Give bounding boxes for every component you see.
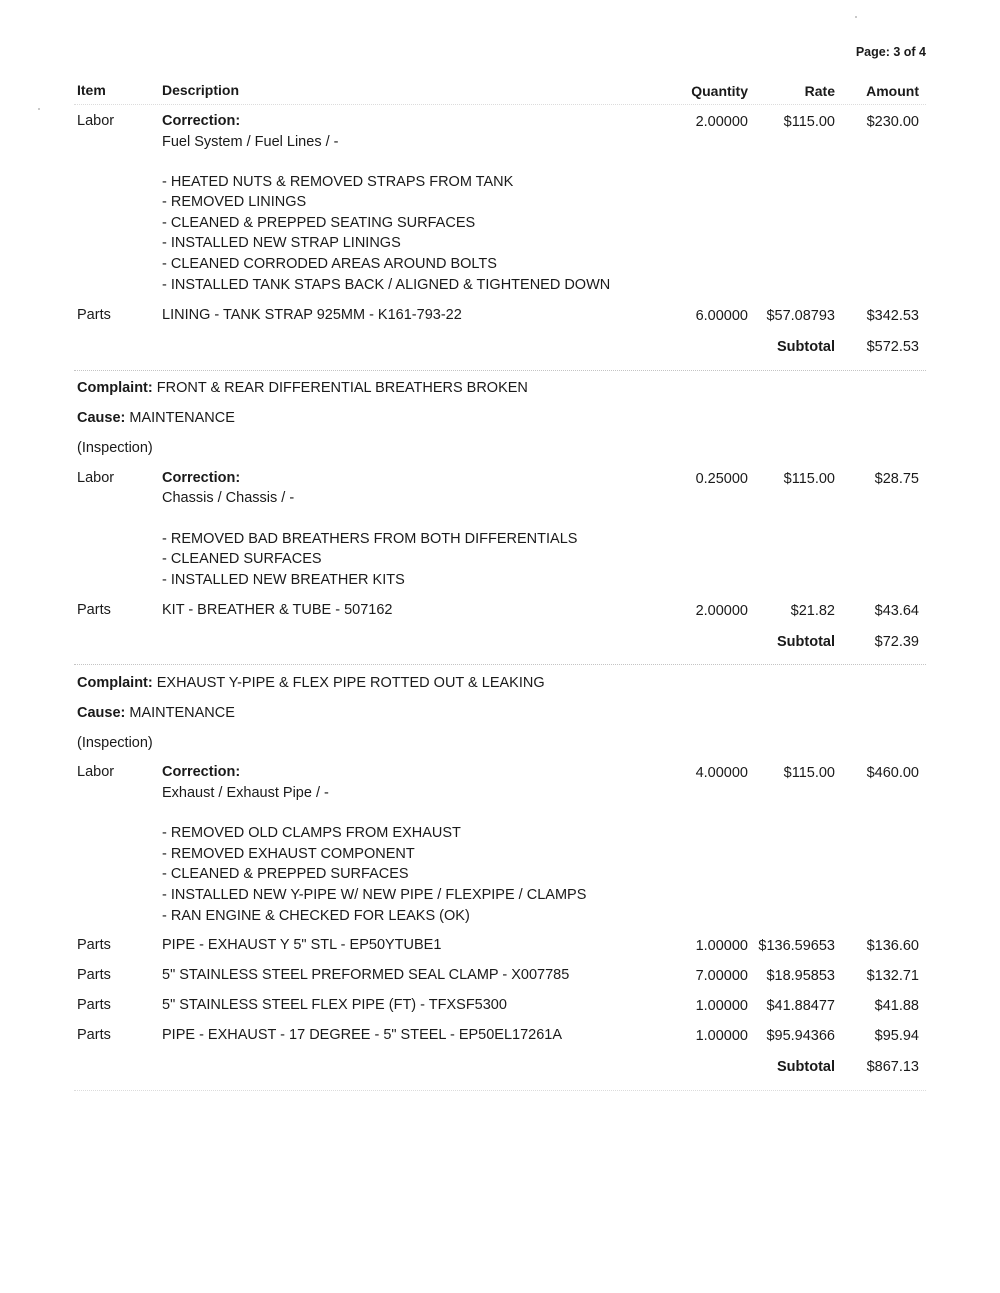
part-amount: $136.60 — [866, 938, 919, 954]
line-item-type: Labor — [77, 470, 115, 486]
labor-category: Exhaust / Exhaust Pipe / - — [162, 785, 329, 801]
complaint-label: Complaint: — [77, 380, 153, 396]
cause-text: MAINTENANCE — [129, 410, 235, 426]
complaint-text: FRONT & REAR DIFFERENTIAL BREATHERS BROKEN — [156, 380, 528, 396]
part-description: PIPE - EXHAUST - 17 DEGREE - 5" STEEL - EP50EL17261A — [162, 1027, 563, 1043]
labor-quantity: 0.25000 — [695, 471, 748, 487]
work-step: - CLEANED SURFACES — [162, 551, 322, 567]
part-rate: $41.88477 — [766, 998, 835, 1014]
line-item-type: Labor — [77, 113, 115, 129]
cause-label: Cause: — [77, 705, 126, 721]
section-divider — [74, 664, 926, 665]
part-quantity: 1.00000 — [695, 938, 748, 954]
correction-label: Correction: — [162, 470, 241, 486]
header-amount: Amount — [866, 83, 919, 99]
header-divider — [74, 104, 926, 105]
work-step: - INSTALLED NEW BREATHER KITS — [162, 572, 405, 588]
line-item-type: Parts — [77, 967, 111, 983]
cause-row — [77, 410, 235, 426]
part-rate: $136.59653 — [758, 938, 835, 954]
part-description: PIPE - EXHAUST Y 5" STL - EP50YTUBE1 — [162, 937, 442, 953]
labor-amount: $28.75 — [874, 471, 919, 487]
part-rate: $95.94366 — [766, 1028, 835, 1044]
cause-text: MAINTENANCE — [129, 705, 235, 721]
labor-rate: $115.00 — [783, 471, 835, 487]
scan-speck — [855, 16, 857, 18]
work-step: - HEATED NUTS & REMOVED STRAPS FROM TANK — [162, 174, 514, 190]
cause-label: Cause: — [77, 410, 126, 426]
part-quantity: 1.00000 — [695, 1028, 748, 1044]
scan-speck — [38, 108, 40, 110]
labor-amount: $230.00 — [866, 114, 919, 130]
part-description: KIT - BREATHER & TUBE - 507162 — [162, 602, 393, 618]
work-step: - CLEANED & PREPPED SURFACES — [162, 866, 409, 882]
part-quantity: 6.00000 — [695, 308, 748, 324]
header-rate: Rate — [804, 83, 835, 99]
part-description: 5" STAINLESS STEEL PREFORMED SEAL CLAMP - X007785 — [162, 967, 570, 983]
work-step: - REMOVED LININGS — [162, 194, 307, 210]
subtotal-label: Subtotal — [777, 339, 835, 355]
work-step: - CLEANED CORRODED AREAS AROUND BOLTS — [162, 256, 497, 272]
subtotal-amount: $572.53 — [866, 339, 919, 355]
part-amount: $132.71 — [866, 968, 919, 984]
line-item-type: Parts — [77, 307, 111, 323]
correction-label: Correction: — [162, 113, 241, 129]
work-step: - INSTALLED NEW Y-PIPE W/ NEW PIPE / FLEXPIPE / CLAMPS — [162, 887, 587, 903]
subtotal-label: Subtotal — [777, 1059, 835, 1075]
part-amount: $41.88 — [874, 998, 919, 1014]
part-amount: $342.53 — [866, 308, 919, 324]
part-rate: $21.82 — [790, 603, 835, 619]
part-description: LINING - TANK STRAP 925MM - K161-793-22 — [162, 307, 462, 323]
complaint-text: EXHAUST Y-PIPE & FLEX PIPE ROTTED OUT & LEAKING — [156, 675, 545, 691]
subtotal-label: Subtotal — [777, 634, 835, 650]
work-step: - INSTALLED NEW STRAP LININGS — [162, 235, 401, 251]
work-step: - RAN ENGINE & CHECKED FOR LEAKS (OK) — [162, 908, 470, 924]
part-description: 5" STAINLESS STEEL FLEX PIPE (FT) - TFXSF5300 — [162, 997, 507, 1013]
part-rate: $18.95853 — [766, 968, 835, 984]
section-divider — [74, 370, 926, 371]
part-quantity: 1.00000 — [695, 998, 748, 1014]
inspection-note: (Inspection) — [77, 735, 153, 751]
part-quantity: 7.00000 — [695, 968, 748, 984]
line-item-type: Parts — [77, 997, 111, 1013]
header-quantity: Quantity — [691, 83, 748, 99]
labor-quantity: 2.00000 — [695, 114, 748, 130]
part-amount: $43.64 — [874, 603, 919, 619]
part-rate: $57.08793 — [766, 308, 835, 324]
page-number: Page: 3 of 4 — [855, 45, 926, 59]
line-item-type: Parts — [77, 937, 111, 953]
subtotal-amount: $72.39 — [874, 634, 919, 650]
complaint-label: Complaint: — [77, 675, 153, 691]
work-step: - REMOVED BAD BREATHERS FROM BOTH DIFFERENTIALS — [162, 531, 578, 547]
line-item-type: Parts — [77, 602, 111, 618]
labor-rate: $115.00 — [783, 765, 835, 781]
header-description: Description — [162, 82, 240, 98]
section-divider — [74, 1090, 926, 1091]
complaint-row — [77, 380, 528, 396]
inspection-note: (Inspection) — [77, 440, 153, 456]
labor-category: Chassis / Chassis / - — [162, 490, 295, 506]
correction-label: Correction: — [162, 764, 241, 780]
labor-category: Fuel System / Fuel Lines / - — [162, 134, 339, 150]
subtotal-amount: $867.13 — [866, 1059, 919, 1075]
part-amount: $95.94 — [874, 1028, 919, 1044]
work-step: - REMOVED OLD CLAMPS FROM EXHAUST — [162, 825, 461, 841]
line-item-type: Labor — [77, 764, 115, 780]
labor-rate: $115.00 — [783, 114, 835, 130]
work-step: - CLEANED & PREPPED SEATING SURFACES — [162, 215, 476, 231]
complaint-row — [77, 675, 545, 691]
header-item: Item — [77, 82, 106, 98]
labor-quantity: 4.00000 — [695, 765, 748, 781]
cause-row — [77, 705, 235, 721]
work-step: - REMOVED EXHAUST COMPONENT — [162, 846, 415, 862]
work-step: - INSTALLED TANK STAPS BACK / ALIGNED & TIGHTENED DOWN — [162, 277, 611, 293]
labor-amount: $460.00 — [866, 765, 919, 781]
line-item-type: Parts — [77, 1027, 111, 1043]
part-quantity: 2.00000 — [695, 603, 748, 619]
